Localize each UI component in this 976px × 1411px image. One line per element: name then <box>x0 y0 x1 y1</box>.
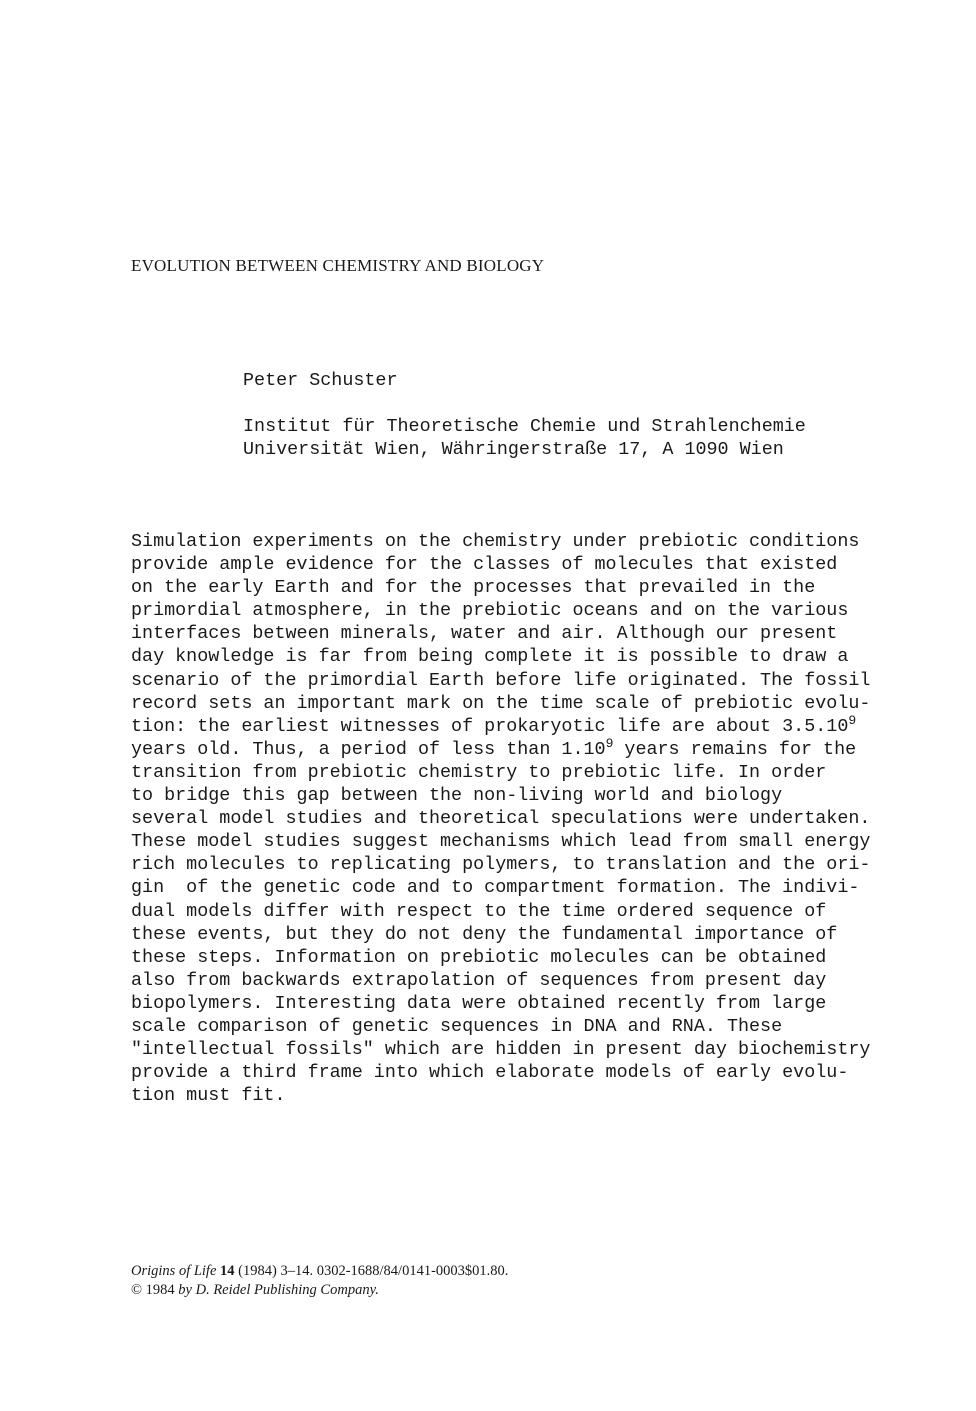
affiliation-line: Institut für Theoretische Chemie und Strahlenchemie <box>243 416 806 437</box>
abstract-line: gin of the genetic code and to compartment formation. The indivi- <box>131 877 860 899</box>
abstract-line: Simulation experiments on the chemistry under prebiotic conditions <box>131 531 860 552</box>
author-name: Peter Schuster <box>243 370 398 391</box>
abstract-text: tion: the earliest witnesses of prokaryotic life are about 3.5.10 <box>131 715 849 737</box>
abstract-line: primordial atmosphere, in the prebiotic oceans and on the various <box>131 600 849 622</box>
abstract-line: rich molecules to replicating polymers, to translation and the ori- <box>131 854 871 876</box>
paper-title: EVOLUTION BETWEEN CHEMISTRY AND BIOLOGY <box>131 256 545 275</box>
journal-volume: 14 <box>220 1263 235 1279</box>
abstract-line: "intellectual fossils" which are hidden in present day biochemistry <box>131 1039 871 1061</box>
abstract-line <box>131 735 870 761</box>
abstract-line: provide ample evidence for the classes of molecules that existed <box>131 554 838 576</box>
citation-details: (1984) 3–14. 0302-1688/84/0141-0003$01.80. <box>238 1263 509 1279</box>
exponent: 9 <box>848 712 857 728</box>
abstract-line: interfaces between minerals, water and air. Although our present <box>131 623 838 645</box>
abstract-line <box>131 712 870 738</box>
copyright-line <box>131 1281 508 1300</box>
affiliation-line: Universität Wien, Währingerstraße 17, A 1090 Wien <box>243 439 784 460</box>
abstract-line: biopolymers. Interesting data were obtained recently from large <box>131 992 827 1014</box>
journal-name: Origins of Life <box>131 1263 217 1279</box>
abstract-line: scenario of the primordial Earth before life originated. The fossil <box>131 669 871 691</box>
abstract-line: provide a third frame into which elaborate models of early evolu- <box>131 1062 849 1084</box>
abstract-line: also from backwards extrapolation of sequences from present day <box>131 969 827 991</box>
abstract <box>131 530 870 1107</box>
abstract-text: years remains for the <box>613 738 857 760</box>
citation-footer <box>131 1262 508 1299</box>
abstract-line: These model studies suggest mechanisms which lead from small energy <box>131 831 871 853</box>
abstract-line: these steps. Information on prebiotic molecules can be obtained <box>131 946 827 968</box>
abstract-line: to bridge this gap between the non-living world and biology <box>131 785 783 807</box>
abstract-line: scale comparison of genetic sequences in DNA and RNA. These <box>131 1015 783 1037</box>
author-affiliation <box>243 415 806 461</box>
abstract-line: tion must fit. <box>131 1085 286 1107</box>
copyright-year: © 1984 <box>131 1281 175 1298</box>
abstract-text: years old. Thus, a period of less than 1.10 <box>131 738 606 760</box>
exponent: 9 <box>605 735 614 751</box>
abstract-line: several model studies and theoretical speculations were undertaken. <box>131 808 871 830</box>
abstract-line: dual models differ with respect to the time ordered sequence of <box>131 900 827 922</box>
abstract-line: day knowledge is far from being complete it is possible to draw a <box>131 646 849 668</box>
abstract-line: on the early Earth and for the processes that prevailed in the <box>131 577 816 599</box>
abstract-line: record sets an important mark on the time scale of prebiotic evolu- <box>131 692 871 714</box>
abstract-line: transition from prebiotic chemistry to prebiotic life. In order <box>131 761 827 783</box>
abstract-line: these events, but they do not deny the fundamental importance of <box>131 923 838 945</box>
publisher: by D. Reidel Publishing Company. <box>178 1281 379 1298</box>
citation-line <box>131 1262 508 1281</box>
